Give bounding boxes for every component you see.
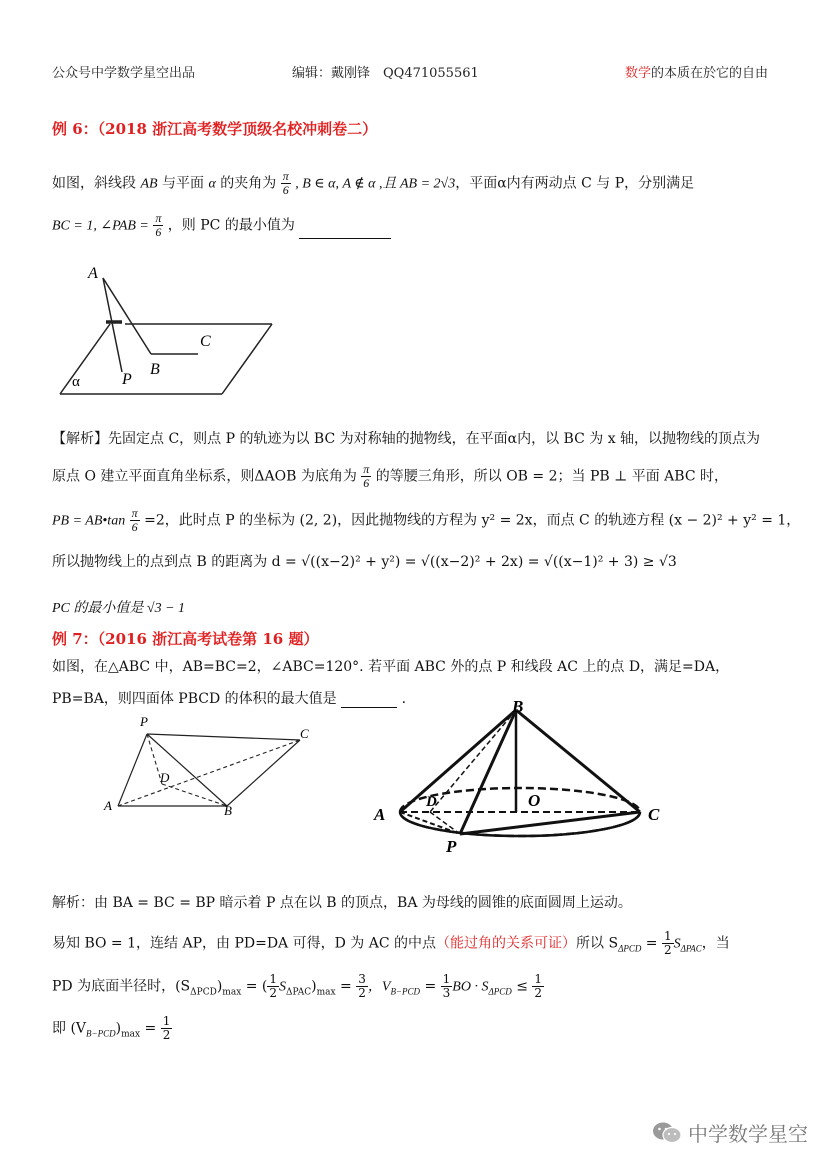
- ex7-s3-max1: max: [222, 987, 242, 998]
- ex7-s4-frac-num: 1: [162, 1014, 171, 1028]
- ex7-fig1-label-A: A: [104, 798, 112, 813]
- ex7-s3-frac-3-2: [356, 973, 368, 1000]
- ex7-s3j: ≤: [511, 978, 533, 995]
- ex7-s4-frac-den: 2: [162, 1028, 171, 1042]
- ex6-frac4-den: 6: [131, 520, 138, 534]
- example7-line1: 如图，在△ABC 中，AB=BC=2，∠ABC=120°. 若平面 ABC 外的点 P 和线段 AC 上的点 D，满足=DA，: [52, 659, 730, 675]
- ex7-s3-frac-end-den: 2: [534, 986, 543, 1000]
- ex6-s3b: =2，此时点 P 的坐标为 (2, 2)，因此抛物线的方程为 y² = 2x，而点 C 的轨迹方程 (x − 2)² + y² = 1，: [144, 512, 801, 529]
- ex6-l2b: ，则 PC 的最小值为: [167, 217, 295, 234]
- ex7-s3-frac-3-2-den: 2: [358, 986, 366, 1000]
- ex7-s2e: ，当: [701, 935, 730, 952]
- ex6-frac1-num: π: [282, 169, 289, 183]
- ex6-s2a: 原点 O 建立平面直角坐标系，则ΔAOB 为底角为: [52, 468, 357, 485]
- ex7-fig2-label-B: B: [512, 698, 524, 716]
- ex6-fig-label-P: P: [122, 371, 132, 388]
- example6-figure: [50, 248, 282, 416]
- ex6-frac2: [153, 212, 163, 239]
- ex7-fig2-label-A: A: [374, 805, 386, 824]
- ex7-s2-sub2: ΔPAC: [680, 943, 702, 954]
- ex7-s3b: ): [216, 978, 223, 995]
- ex7-fig2-label-P: P: [446, 837, 457, 856]
- ex7-s3-sub3: B−PCD: [390, 986, 421, 997]
- ex7-fig2-label-O: O: [528, 791, 541, 810]
- ex7-s3a: PD 为底面半径时，(S: [52, 978, 191, 995]
- example7-title: 例 7：（2016 浙江高考试卷第 16 题）: [52, 630, 319, 648]
- ex7-s3-frac-3-2-num: 3: [358, 972, 366, 986]
- ex7-s2b: 所以 S: [576, 935, 619, 952]
- ex6-s3a: PB = AB•tan: [52, 513, 126, 529]
- ex7-s4-sub: B−PCD: [86, 1028, 116, 1039]
- ex6-solution-line1: 【解析】先固定点 C，则点 P 的轨迹为以 BC 为对称轴的抛物线，在平面α内，以 BC 为 x 轴，以抛物线的顶点为: [52, 431, 761, 447]
- ex7-s3c: = (: [241, 978, 268, 995]
- ex7-fig1-label-C: C: [300, 726, 309, 741]
- ex6-answer-blank: [299, 224, 391, 239]
- ex7-fig1-label-P: P: [140, 714, 148, 729]
- ex7-s3-frac-half-num: 1: [269, 972, 278, 986]
- ex7-s4c: =: [140, 1020, 161, 1037]
- ex6-l1c: 与平面: [162, 175, 205, 192]
- example6-line1: [52, 170, 694, 197]
- ex7-l2b: .: [401, 691, 407, 707]
- ex6-l1d: α: [208, 176, 216, 192]
- example7-figure1: [100, 712, 314, 818]
- ex6-fig-label-A: A: [88, 265, 98, 282]
- ex6-fig-label-C: C: [200, 333, 211, 350]
- ex7-l2a: PB=BA，则四面体 PBCD 的体积的最大值是: [52, 691, 337, 707]
- ex6-l2a: BC = 1, ∠PAB =: [52, 218, 149, 234]
- ex7-fig1-label-B: B: [224, 803, 232, 818]
- ex7-s2-frac-num: 1: [664, 929, 672, 943]
- ex6-fig-label-alpha: α: [72, 374, 80, 390]
- ex7-s2c: =: [641, 935, 662, 952]
- ex7-s4-frac: [161, 1015, 173, 1042]
- ex7-s3-max2: max: [316, 987, 336, 998]
- ex6-frac3-num: π: [363, 462, 370, 476]
- ex6-l1a: 如图，斜线段: [52, 175, 136, 192]
- ex7-s2d: S: [673, 936, 681, 952]
- ex6-frac1-den: 6: [282, 183, 289, 197]
- ex6-l1f: , B ∈ α, A ∉ α ,且 AB = 2√3: [295, 176, 456, 192]
- ex7-s3-sub4: ΔPCD: [488, 986, 512, 997]
- ex7-s3-frac-third: [441, 973, 453, 1000]
- ex6-frac4-num: π: [131, 506, 138, 520]
- ex7-s2-sub1: ΔPCD: [618, 943, 642, 954]
- ex7-fig2-label-C: C: [648, 805, 660, 824]
- ex6-frac1: [281, 170, 291, 197]
- header-right-red: 数学: [625, 66, 652, 81]
- ex7-s3i: BO · S: [452, 979, 489, 995]
- example7-figure2-cone: [370, 698, 670, 858]
- ex7-s3f: =: [335, 978, 357, 995]
- ex7-s3-sub2: ΔPAC: [286, 987, 312, 998]
- ex6-l1e: 的夹角为: [220, 175, 277, 192]
- ex6-frac3-den: 6: [363, 476, 370, 490]
- ex6-frac2-den: 6: [155, 225, 162, 239]
- ex7-s3-frac-half-den: 2: [269, 986, 278, 1000]
- ex7-s2-red: （能过角的关系可证）: [436, 935, 577, 952]
- ex7-s2a: 易知 BO = 1，连结 AP，由 PD=DA 可得，D 为 AC 的中点: [52, 935, 437, 952]
- ex7-s2-frac: [662, 930, 674, 957]
- ex7-s3-frac-third-num: 1: [442, 972, 451, 986]
- ex7-s3-frac-half: [267, 973, 279, 1000]
- example7-line2: [52, 688, 406, 708]
- header-left: 公众号中学数学星空出品: [52, 66, 196, 81]
- ex7-solution-line2: [52, 930, 730, 957]
- ex7-s3g: ，V: [367, 979, 391, 995]
- footer-watermark: [652, 1118, 808, 1147]
- ex6-frac4: [130, 507, 140, 534]
- ex7-s4a: 即 (V: [52, 1020, 87, 1037]
- ex6-s2b: 的等腰三角形，所以 OB = 2；当 PB ⊥ 平面 ABC 时，: [375, 468, 728, 485]
- ex7-solution-line4: [52, 1015, 172, 1042]
- ex7-s4b: ): [115, 1020, 122, 1037]
- header-right: [625, 62, 768, 81]
- ex7-s3h: =: [420, 978, 441, 995]
- ex7-s2-frac-den: 2: [664, 943, 672, 957]
- ex6-solution-line4: 所以抛物线上的点到点 B 的距离为 d = √((x−2)² + y²) = √((x−2)² + 2x) = √((x−1)² + 3) ≥ √3: [52, 554, 677, 570]
- ex7-fig1-label-D: D: [160, 770, 170, 785]
- footer-brand: 中学数学星空: [688, 1122, 808, 1146]
- ex7-s3e: ): [311, 978, 317, 995]
- ex7-s4-max: max: [121, 1029, 141, 1040]
- ex7-solution-line1: 解析：由 BA = BC = BP 暗示着 P 点在以 B 的顶点，BA 为母线的圆锥的底面圆周上运动。: [52, 895, 632, 911]
- ex6-frac2-num: π: [155, 211, 162, 225]
- ex7-s3-sub1: ΔPCD: [190, 987, 217, 998]
- ex6-l1b: AB: [140, 176, 158, 192]
- ex7-solution-line3: [52, 973, 544, 1000]
- ex6-solution-line2: [52, 463, 728, 490]
- ex6-solution-line5: PC 的最小值是 √3 − 1: [52, 601, 186, 616]
- wechat-icon: [652, 1120, 682, 1146]
- ex6-fig-label-B: B: [150, 361, 160, 378]
- ex7-s3-frac-third-den: 3: [442, 986, 451, 1000]
- header-center: 编辑：戴刚锋 QQ471055561: [292, 66, 479, 81]
- ex7-fig2-label-D: D: [426, 794, 437, 810]
- ex7-s3-frac-end-num: 1: [534, 972, 543, 986]
- example6-line2: [52, 212, 391, 239]
- ex7-s3-frac-end: [532, 973, 544, 1000]
- ex6-frac3: [361, 463, 371, 490]
- ex6-l1g: ，平面α内有两动点 C 与 P，分别满足: [455, 175, 695, 192]
- header-right-rest: 的本质在於它的自由: [651, 66, 769, 81]
- ex6-solution-line3: [52, 507, 800, 534]
- example6-title: 例 6：（2018 浙江高考数学顶级名校冲刺卷二）: [52, 120, 378, 138]
- ex7-s3d: S: [279, 979, 287, 995]
